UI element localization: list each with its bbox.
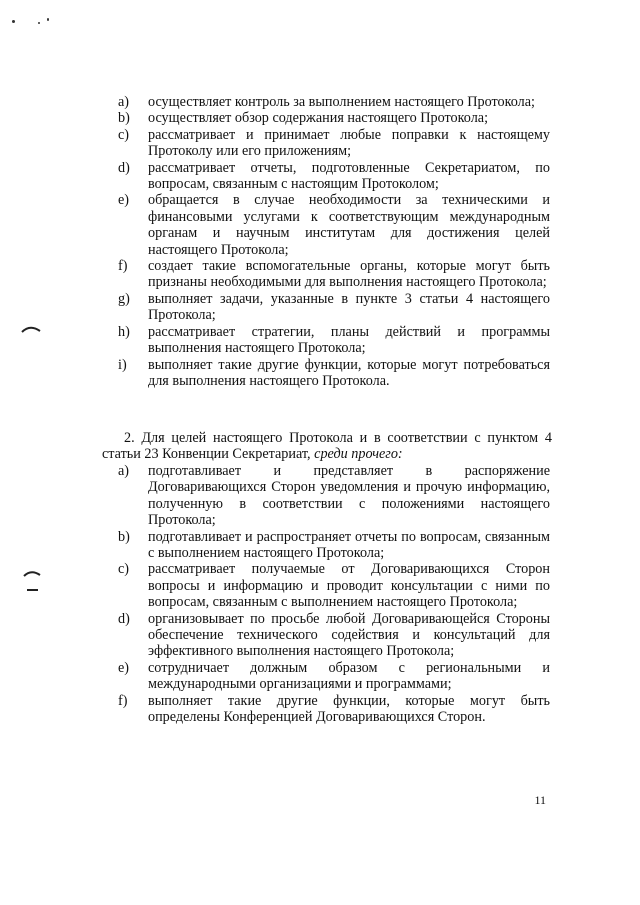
page-number: 11 [534, 793, 546, 807]
list-item-marker: e) [118, 192, 130, 209]
list-item-marker: b) [118, 110, 130, 127]
list-item [118, 357, 550, 390]
list-item-marker: g) [118, 290, 130, 307]
list-item-text: создает такие вспомогательные органы, которые могут быть признаны необходимыми для выполнения настоящего Протокола; [148, 258, 550, 291]
list-item-marker: e) [118, 659, 130, 676]
list-item [118, 192, 550, 258]
list-item-text: рассматривает получаемые от Договаривающихся Сторон вопросы и информацию и проводит консультации с ними по вопросам, связанным с выполнением настоящего Протокола; [148, 561, 550, 611]
list-item-text: организовывает по просьбе любой Договаривающейся Стороны обеспечение технического содействия и консультаций для эффективного выполнения настоящего Протокола; [148, 610, 550, 660]
list-item-marker: d) [118, 610, 130, 627]
list-item [118, 110, 550, 126]
paragraph-2-text: 2. Для целей настоящего Протокола и в соответствии с пунктом 4 статьи 23 Конвенции Секретариат, [102, 430, 552, 463]
list-item-text: выполняет такие другие функции, которые могут потребоваться для выполнения настоящего Протокола. [148, 356, 550, 389]
list-item [118, 160, 550, 193]
list-item-marker: a) [118, 94, 130, 110]
functions-list-parties [118, 94, 550, 389]
paragraph-2 [102, 430, 552, 463]
functions-list-secretariat [118, 463, 550, 726]
list-item-marker: f) [118, 692, 128, 709]
list-item-text: рассматривает отчеты, подготовленные Секретариатом, по вопросам, связанным с настоящим Протоколом; [148, 159, 550, 193]
scan-speck [38, 22, 40, 24]
list-item-text: выполняет задачи, указанные в пункте 3 статьи 4 настоящего Протокола; [148, 290, 550, 324]
list-item [118, 324, 550, 357]
list-item [118, 561, 550, 610]
list-item-marker: c) [118, 126, 130, 143]
list-item-text: осуществляет контроль за выполнением настоящего Протокола; [148, 94, 535, 110]
list-item [118, 611, 550, 660]
list-item-text: подготавливает и распространяет отчеты по вопросам, связанным с выполнением настоящего Протокола; [148, 528, 550, 562]
list-item-marker: h) [118, 323, 130, 340]
list-item-text: сотрудничает должным образом с региональными и международными организациями и программами; [148, 659, 550, 693]
list-item-text: обращается в случае необходимости за техническими и финансовыми услугами к соответствующим международным органам и научным институтам для достижения целей настоящего Протокола; [148, 192, 550, 258]
scan-speck [47, 18, 49, 21]
list-item [118, 463, 550, 529]
list-item-text: подготавливает и представляет в распоряжение Договаривающихся Сторон уведомления и прочую информацию, полученную в соответствии с положениями настоящего Протокола; [148, 463, 550, 529]
margin-mark [22, 568, 44, 596]
list-item [118, 94, 550, 110]
list-item-text: рассматривает стратегии, планы действий и программы выполнения настоящего Протокола; [148, 323, 550, 357]
list-item [118, 693, 550, 726]
list-item-marker: c) [118, 561, 130, 578]
paragraph-2-italic: среди прочего: [314, 446, 403, 463]
list-item [118, 127, 550, 160]
list-item-marker: d) [118, 159, 130, 176]
margin-mark [20, 322, 42, 336]
list-item [118, 660, 550, 693]
list-item-marker: b) [118, 528, 130, 545]
list-item-text: осуществляет обзор содержания настоящего Протокола; [148, 110, 489, 127]
list-item [118, 291, 550, 324]
list-item [118, 258, 550, 291]
list-item [118, 529, 550, 562]
list-item-text: выполняет такие другие функции, которые могут быть определены Конференцией Договаривающихся Сторон. [148, 692, 550, 726]
list-item-marker: f) [118, 258, 128, 275]
list-item-marker: a) [118, 463, 130, 479]
scan-speck [12, 20, 15, 23]
list-item-text: рассматривает и принимает любые поправки к настоящему Протоколу или его приложениям; [148, 126, 550, 160]
list-item-marker: i) [118, 356, 127, 373]
